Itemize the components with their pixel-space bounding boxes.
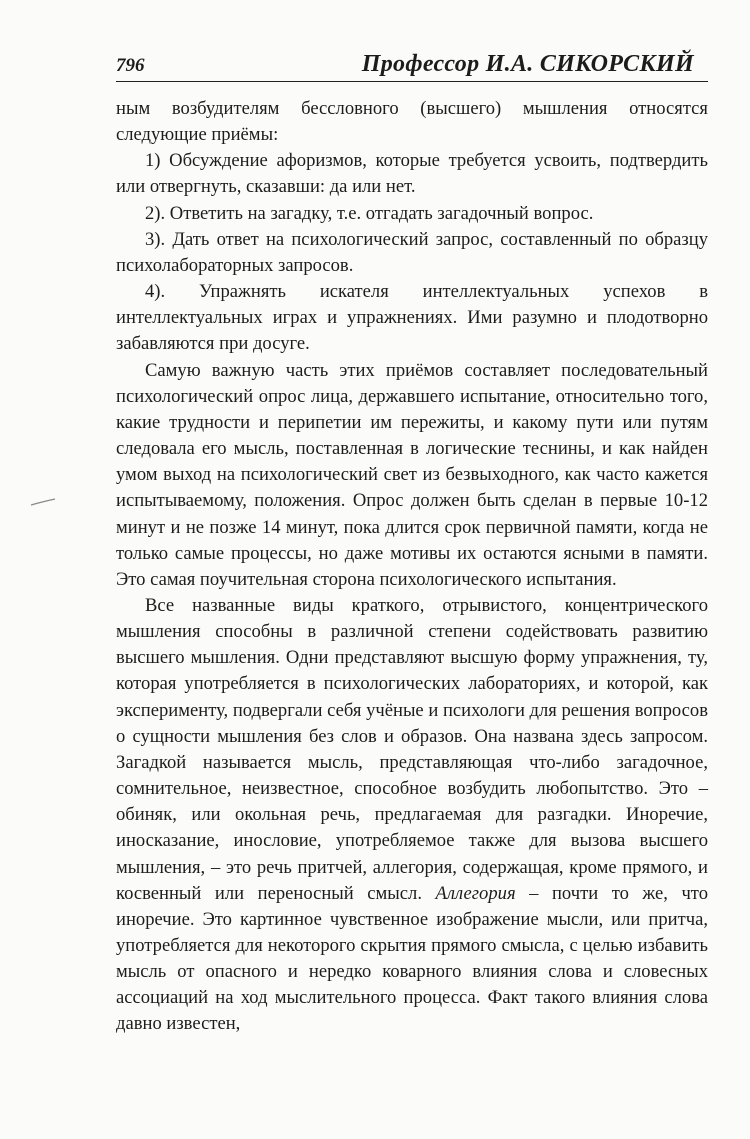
paragraph-item-3: 3). Дать ответ на психологический запрос, составленный по образцу психолабораторных запросов. <box>116 228 708 276</box>
paragraph-item-1: 1) Обсуждение афоризмов, которые требуется усвоить, подтвердить или отвергнуть, сказавши: да или нет. <box>116 150 708 198</box>
paragraph-continuation: ным возбудителям бессловного (высшего) мышления относятся следующие приёмы: <box>116 98 708 146</box>
paragraph-item-2: 2). Ответить на загадку, т.е. отгадать загадочный вопрос. <box>145 202 594 224</box>
book-page <box>116 44 708 1038</box>
paragraph-text-after-emphasis: – почти то же, что иноречие. Это картинное чувственное изображение мысли, или притча, употребляется для некоторого скрытия прямого смысла, с целью избавить мысль от опасного и нередко коварного влияния слова и словесных ассоциаций на ход мыслительного процесса. Факт такого влияния слова давно известен, <box>116 882 708 1035</box>
paragraph-item-4: 4). Упражнять искателя интеллектуальных успехов в интеллектуальных играх и упражнениях. Ими разумно и плодотворно забавляются при досуге. <box>116 281 708 355</box>
emphasized-term: Аллегория <box>435 882 516 904</box>
paragraph-survey: Самую важную часть этих приёмов составляет последовательный психологический опрос лица, державшего испытание, относительно того, какие трудности и перипетии им пережиты, и какому пути или путям следовала его мысль, поставленная в логические теснины, и как найден умом выход на психологический свет из безвыходного, как часто кажется испытываемому, положения. Опрос должен быть сделан в первые 10-12 минут и не позже 14 минут, пока длится срок первичной памяти, когда не только самые процессы, но даже мотивы их остаются ясными в памяти. Это самая поучительная сторона психологического испытания. <box>116 359 708 590</box>
page-number: 796 <box>116 55 145 76</box>
running-title: Профессор И.А. СИКОРСКИЙ <box>361 51 694 77</box>
paragraph-kinds-of-thinking <box>116 593 708 1038</box>
body-text <box>116 96 708 1038</box>
scan-artifact-mark <box>30 497 56 507</box>
page-header <box>116 44 708 82</box>
paragraph-text-before-emphasis: Все названные виды краткого, отрывистого, концентрического мышления способны в различной степени содействовать развитию высшего мышления. Одни представляют высшую форму упражнения, ту, которая употребляется в психологических лабораториях, и которой, как эксперименту, подвергали себя учёные и психологи для решения вопросов о сущности мышления без слов и образов. Она названа здесь запросом. Загадкой называется мысль, представляющая что-либо загадочное, сомнительное, неизвестное, способное возбудить любопытство. Это – обиняк, или окольная речь, предлагаемая для разгадки. Иноречие, иносказание, инословие, употребляемое также для вызова высшего мышления, – это речь притчей, аллегория, содержащая, кроме прямого, и косвенный или переносный смысл. <box>116 594 708 904</box>
